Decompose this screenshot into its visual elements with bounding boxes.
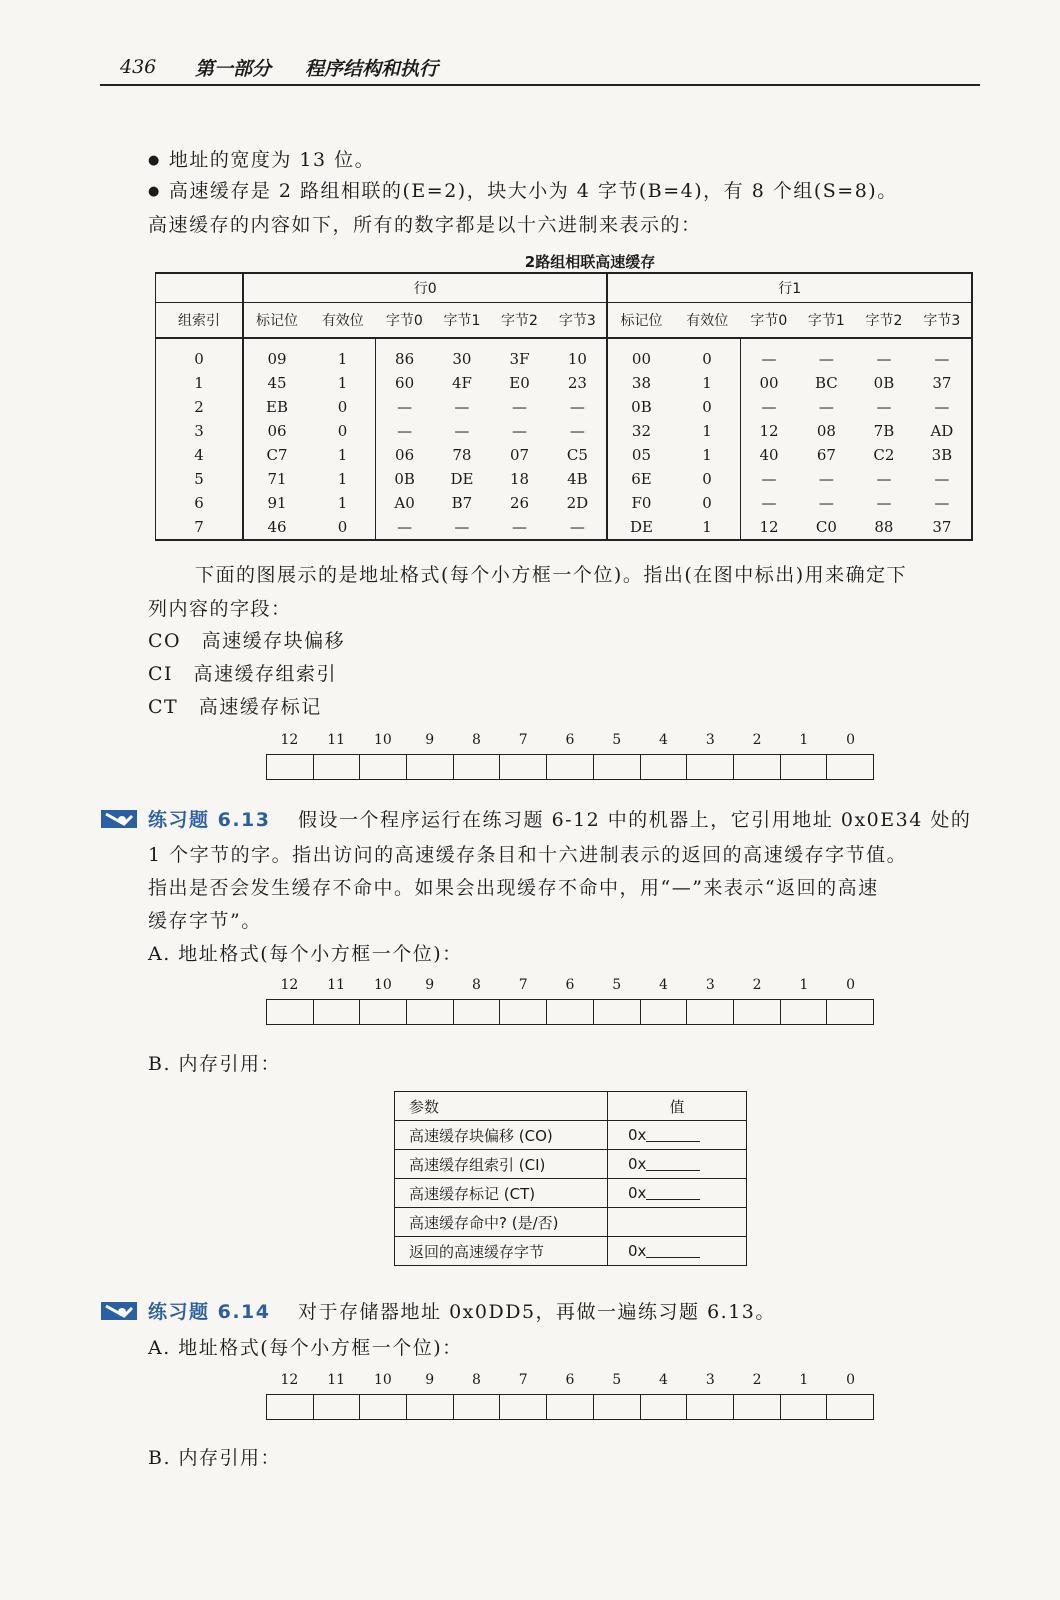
bit-box xyxy=(313,1000,360,1024)
part-title: 第一部分 xyxy=(195,58,272,80)
bit-number: 3 xyxy=(705,732,715,748)
cache-table xyxy=(155,272,973,541)
exercise-6-14-part-b: B. 内存引用： xyxy=(148,1447,282,1469)
table-cell: 4F xyxy=(451,374,472,392)
table-cell: — xyxy=(740,491,798,515)
table-cell: 46 xyxy=(243,515,310,540)
bit-box xyxy=(267,1000,313,1024)
col-header: 字节2 xyxy=(855,303,913,339)
memory-reference-table xyxy=(394,1091,747,1266)
bit-cell-row xyxy=(266,754,874,780)
table-cell: — xyxy=(913,338,972,371)
table-cell: — xyxy=(376,419,434,443)
answer-blank xyxy=(646,1156,700,1171)
bit-number: 8 xyxy=(471,732,481,748)
table-cell: 0 xyxy=(702,470,712,488)
table-cell: 4 xyxy=(156,443,244,467)
bit-box xyxy=(733,1395,780,1419)
table-cell: 12 xyxy=(740,515,798,540)
table-cell: C7 xyxy=(243,443,310,467)
bit-box xyxy=(826,1395,873,1419)
exercise-6-13-heading xyxy=(100,805,971,832)
table-cell: 10 xyxy=(567,350,587,368)
exercise-label: 练习题 6.13 xyxy=(148,809,271,831)
table-row xyxy=(395,1237,747,1266)
table-cell: 78 xyxy=(452,446,472,464)
bit-number: 4 xyxy=(659,732,668,748)
exercise-label: 练习题 6.14 xyxy=(148,1301,271,1323)
bit-box xyxy=(359,755,406,779)
bit-box xyxy=(359,1395,406,1419)
address-format-figure-1 xyxy=(266,732,874,780)
table-row xyxy=(156,395,973,419)
table-cell: 1 xyxy=(702,374,712,392)
chapter-title: 程序结构和执行 xyxy=(305,58,439,80)
bit-box xyxy=(826,1000,873,1024)
line0-header: 行0 xyxy=(243,273,607,303)
bit-number: 1 xyxy=(799,977,809,993)
bit-number: 0 xyxy=(846,1372,856,1388)
figure-instruction-2: 列内容的字段： xyxy=(148,598,292,620)
table-cell: C5 xyxy=(566,446,588,464)
cache-intro-text: 高速缓存的内容如下，所有的数字都是以十六进制来表示的： xyxy=(148,214,702,236)
table-cell: 26 xyxy=(509,494,530,512)
table-cell: 12 xyxy=(740,419,798,443)
table-cell: 37 xyxy=(913,515,972,540)
col-header: 字节0 xyxy=(740,303,798,339)
table-cell: — xyxy=(512,422,527,440)
bit-box xyxy=(406,1000,453,1024)
table-row xyxy=(395,1179,747,1208)
col-header: 字节1 xyxy=(798,303,856,339)
table-cell: 06 xyxy=(376,443,434,467)
table-cell: — xyxy=(740,467,798,491)
bit-number: 12 xyxy=(280,732,299,748)
exercise-6-13-part-a: A. 地址格式(每个小方框一个位)： xyxy=(148,943,463,965)
page-header xyxy=(100,52,980,86)
table-cell: 1 xyxy=(337,350,348,368)
bit-box xyxy=(593,1395,640,1419)
table-cell: 07 xyxy=(509,446,530,464)
bit-box xyxy=(640,1000,687,1024)
param-name: 高速缓存组索引 (CI) xyxy=(395,1150,608,1179)
address-format-figure-3 xyxy=(266,1372,874,1420)
table-cell: — xyxy=(569,398,585,416)
bit-number: 5 xyxy=(612,1372,622,1388)
bit-number: 9 xyxy=(425,1372,435,1388)
table-row xyxy=(156,515,973,540)
bit-number: 12 xyxy=(280,977,299,993)
value-prefix: 0x xyxy=(628,1184,647,1202)
bit-number: 11 xyxy=(327,977,346,993)
table-cell: — xyxy=(548,515,607,540)
table-cell: 1 xyxy=(156,371,244,395)
table-cell: — xyxy=(569,422,585,440)
table-cell: 67 xyxy=(816,446,836,464)
table-cell: 6E xyxy=(607,467,674,491)
line1-header: 行1 xyxy=(607,273,972,303)
table-cell: 00 xyxy=(740,371,798,395)
col-header: 有效位 xyxy=(675,303,741,339)
exercise-icon xyxy=(100,1300,138,1322)
figure-instruction-1: 下面的图展示的是地址格式(每个小方框一个位)。指出(在图中标出)用来确定下 xyxy=(195,564,908,586)
col-header: 标记位 xyxy=(243,303,310,339)
bit-box xyxy=(593,755,640,779)
table-cell: — xyxy=(818,350,834,368)
bit-number: 6 xyxy=(565,732,575,748)
table-cell: 23 xyxy=(567,374,587,392)
param-value xyxy=(608,1179,747,1208)
bit-number: 5 xyxy=(612,732,622,748)
bit-number: 7 xyxy=(518,732,528,748)
table-cell: DE xyxy=(450,470,474,488)
table-row xyxy=(156,338,973,371)
bit-box xyxy=(499,755,546,779)
table-cell: 1 xyxy=(337,470,348,488)
bit-number-row xyxy=(266,1372,874,1394)
bit-box xyxy=(686,755,733,779)
table-cell: 0 xyxy=(702,350,712,368)
table-cell: 3F xyxy=(509,350,530,368)
bit-number: 0 xyxy=(846,732,856,748)
table-cell: 0 xyxy=(337,398,348,416)
table-cell: 06 xyxy=(243,419,310,443)
table-cell: — xyxy=(876,398,892,416)
table-caption: 2路组相联高速缓存 xyxy=(524,253,656,271)
table-cell: B7 xyxy=(451,494,473,512)
col-header: 字节2 xyxy=(491,303,549,339)
table-cell: AD xyxy=(913,419,972,443)
table-row xyxy=(156,371,973,395)
exercise-icon xyxy=(100,808,138,830)
table-cell: 0 xyxy=(337,422,348,440)
table-cell: A0 xyxy=(376,491,434,515)
corner-cell xyxy=(156,273,244,303)
table-cell: 18 xyxy=(509,470,530,488)
table-cell: 08 xyxy=(816,422,836,440)
bit-number-row xyxy=(266,732,874,754)
table-cell: 38 xyxy=(607,371,674,395)
table-cell: — xyxy=(433,515,491,540)
bullet-address-width: ● 地址的宽度为 13 位。 xyxy=(148,145,375,172)
table-cell: BC xyxy=(814,374,838,392)
bit-number: 2 xyxy=(752,977,762,993)
table-cell: 4B xyxy=(567,470,588,488)
bit-number: 4 xyxy=(659,1372,668,1388)
table-cell: 30 xyxy=(452,350,472,368)
bit-cell-row xyxy=(266,999,874,1025)
table-cell: 0B xyxy=(376,467,434,491)
exercise-6-14-heading xyxy=(100,1297,776,1324)
bit-box xyxy=(640,1395,687,1419)
bit-box xyxy=(406,755,453,779)
table-cell: 45 xyxy=(243,371,310,395)
ct-definition: CT 高速缓存标记 xyxy=(148,696,322,718)
bit-box xyxy=(406,1395,453,1419)
table-cell: 3B xyxy=(913,443,972,467)
bit-box xyxy=(826,755,873,779)
bit-number: 11 xyxy=(327,732,346,748)
bit-box xyxy=(313,1395,360,1419)
table-cell: 7B xyxy=(873,422,895,440)
table-cell: 40 xyxy=(740,443,798,467)
bit-number: 6 xyxy=(565,1372,575,1388)
bit-box xyxy=(359,1000,406,1024)
param-name: 高速缓存块偏移 (CO) xyxy=(395,1121,608,1150)
table-cell: 1 xyxy=(337,494,348,512)
address-format-figure-2 xyxy=(266,977,874,1025)
table-cell: — xyxy=(740,338,798,371)
bit-box xyxy=(546,1395,593,1419)
table-cell: 0 xyxy=(156,338,244,371)
table-cell: 71 xyxy=(243,467,310,491)
table-cell: 0 xyxy=(310,515,376,540)
bit-number: 1 xyxy=(799,1372,809,1388)
table-cell: — xyxy=(876,470,892,488)
table-cell: — xyxy=(876,494,892,512)
table-row xyxy=(395,1121,747,1150)
bit-number: 7 xyxy=(518,1372,528,1388)
bit-box xyxy=(453,1000,500,1024)
bit-box xyxy=(640,755,687,779)
param-value xyxy=(608,1121,747,1150)
table-cell: — xyxy=(376,515,434,540)
col-header: 组索引 xyxy=(156,303,244,339)
bit-number: 10 xyxy=(374,977,392,993)
value-prefix: 0x xyxy=(628,1126,647,1144)
col-header: 字节3 xyxy=(913,303,972,339)
bit-box xyxy=(780,1395,827,1419)
table-cell: 3 xyxy=(156,419,244,443)
bit-box xyxy=(780,755,827,779)
bit-number: 6 xyxy=(565,977,575,993)
bit-box xyxy=(780,1000,827,1024)
param-value xyxy=(608,1208,747,1237)
param-value xyxy=(608,1237,747,1266)
co-definition: CO 高速缓存块偏移 xyxy=(148,630,346,652)
table-cell: 88 xyxy=(855,515,913,540)
bit-number: 4 xyxy=(659,977,668,993)
exercise-6-13-line4: 缓存字节”。 xyxy=(148,910,262,932)
table-cell: 09 xyxy=(243,338,310,371)
table-cell: — xyxy=(454,398,470,416)
bit-number: 9 xyxy=(425,977,435,993)
bit-box xyxy=(499,1395,546,1419)
bit-cell-row xyxy=(266,1394,874,1420)
bit-number: 3 xyxy=(705,977,715,993)
table-cell: — xyxy=(376,395,434,419)
exercise-6-13-line2: 1 个字节的字。指出访问的高速缓存条目和十六进制表示的返回的高速缓存字节值。 xyxy=(148,844,908,866)
table-cell: 05 xyxy=(607,443,674,467)
table-cell: — xyxy=(740,395,798,419)
table-cell: 37 xyxy=(913,371,972,395)
bit-number: 5 xyxy=(612,977,622,993)
bit-box xyxy=(686,1395,733,1419)
table-cell: E0 xyxy=(509,374,530,392)
bit-box xyxy=(593,1000,640,1024)
ci-definition: CI 高速缓存组索引 xyxy=(148,663,338,685)
table-cell: 60 xyxy=(376,371,434,395)
table-row xyxy=(395,1208,747,1237)
table-cell: 1 xyxy=(337,446,348,464)
bullet-cache-config: ● 高速缓存是 2 路组相联的(E=2)，块大小为 4 字节(B=4)，有 8 个组(S=8)。 xyxy=(148,176,898,203)
table-row xyxy=(156,467,973,491)
table-cell: — xyxy=(491,515,549,540)
bit-number: 12 xyxy=(280,1372,299,1388)
bit-box xyxy=(313,755,360,779)
col-header: 标记位 xyxy=(607,303,674,339)
answer-blank xyxy=(646,1127,700,1142)
bit-box xyxy=(686,1000,733,1024)
table-cell: — xyxy=(454,422,470,440)
bit-number: 0 xyxy=(846,977,856,993)
page-number: 436 xyxy=(120,56,157,78)
bit-box xyxy=(499,1000,546,1024)
bit-box xyxy=(453,1395,500,1419)
table-row xyxy=(156,443,973,467)
bit-number: 2 xyxy=(752,732,762,748)
value-prefix: 0x xyxy=(628,1242,647,1260)
table-cell: 32 xyxy=(607,419,674,443)
bit-number: 3 xyxy=(705,1372,715,1388)
exercise-6-13-line3: 指出是否会发生缓存不命中。如果会出现缓存不命中，用“—”来表示“返回的高速 xyxy=(148,877,879,899)
table-row xyxy=(395,1150,747,1179)
param-name: 返回的高速缓存字节 xyxy=(395,1237,608,1266)
bit-number: 9 xyxy=(425,732,435,748)
bit-number: 8 xyxy=(471,977,481,993)
table-cell: 2D xyxy=(566,494,589,512)
table-cell: — xyxy=(512,398,527,416)
value-header: 值 xyxy=(608,1092,747,1121)
answer-blank xyxy=(646,1243,700,1258)
exercise-text: 假设一个程序运行在练习题 6-12 中的机器上，它引用地址 0x0E34 处的 xyxy=(298,809,972,831)
col-header: 字节3 xyxy=(548,303,607,339)
table-cell: 1 xyxy=(675,515,741,540)
table-cell: — xyxy=(818,470,834,488)
bit-number-row xyxy=(266,977,874,999)
param-name: 高速缓存命中? (是/否) xyxy=(395,1208,608,1237)
table-cell: — xyxy=(876,350,892,368)
col-header: 字节1 xyxy=(433,303,491,339)
exercise-text: 对于存储器地址 0x0DD5，再做一遍练习题 6.13。 xyxy=(298,1301,776,1323)
bit-box xyxy=(267,1395,313,1419)
bit-number: 1 xyxy=(799,732,809,748)
table-cell: 6 xyxy=(156,491,244,515)
table-row xyxy=(156,419,973,443)
table-cell: 0 xyxy=(702,398,712,416)
table-cell: — xyxy=(913,491,972,515)
table-cell: — xyxy=(818,494,834,512)
table-cell: 1 xyxy=(702,446,712,464)
exercise-6-13-part-b: B. 内存引用： xyxy=(148,1053,282,1075)
table-cell: 91 xyxy=(243,491,310,515)
table-cell: 1 xyxy=(337,374,348,392)
table-cell: 5 xyxy=(156,467,244,491)
table-row xyxy=(156,491,973,515)
table-cell: EB xyxy=(243,395,310,419)
table-cell: 2 xyxy=(156,395,244,419)
bit-box xyxy=(546,755,593,779)
table-cell: 1 xyxy=(702,422,712,440)
table-cell: F0 xyxy=(607,491,674,515)
table-cell: C2 xyxy=(873,446,895,464)
param-name: 高速缓存标记 (CT) xyxy=(395,1179,608,1208)
bit-number: 10 xyxy=(374,732,392,748)
table-cell: 86 xyxy=(376,338,434,371)
table-cell: DE xyxy=(607,515,674,540)
bit-number: 2 xyxy=(752,1372,762,1388)
bit-number: 7 xyxy=(518,977,528,993)
table-cell: 0B xyxy=(873,374,895,392)
bit-number: 10 xyxy=(374,1372,392,1388)
table-cell: 0 xyxy=(702,494,712,512)
col-header: 字节0 xyxy=(376,303,434,339)
table-cell: — xyxy=(913,467,972,491)
table-cell: 00 xyxy=(607,338,674,371)
table-cell: — xyxy=(913,395,972,419)
bit-box xyxy=(267,755,313,779)
value-prefix: 0x xyxy=(628,1155,647,1173)
param-header: 参数 xyxy=(395,1092,608,1121)
exercise-6-14-part-a: A. 地址格式(每个小方框一个位)： xyxy=(148,1337,463,1359)
bit-number: 8 xyxy=(471,1372,481,1388)
bit-box xyxy=(546,1000,593,1024)
table-cell: 7 xyxy=(156,515,244,540)
table-cell: C0 xyxy=(798,515,856,540)
table-cell: 0B xyxy=(607,395,674,419)
answer-blank xyxy=(646,1185,700,1200)
bit-number: 11 xyxy=(327,1372,346,1388)
param-value xyxy=(608,1150,747,1179)
bit-box xyxy=(733,1000,780,1024)
bit-box xyxy=(453,755,500,779)
table-cell: — xyxy=(818,398,834,416)
col-header: 有效位 xyxy=(310,303,376,339)
bit-box xyxy=(733,755,780,779)
